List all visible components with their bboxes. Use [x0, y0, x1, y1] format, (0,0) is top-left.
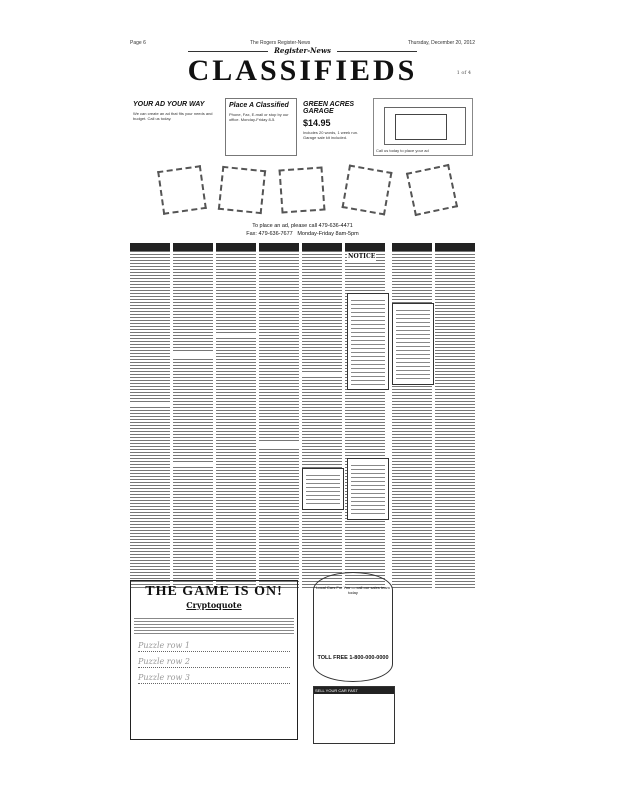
your-ad-text: We can create an ad that fits your needs and budget. Call us today. — [133, 111, 213, 121]
notice-heading: NOTICE — [348, 253, 376, 260]
contact-hours: Monday-Friday 8am-5pm — [297, 231, 359, 237]
puzzle-row: Puzzle row 3 — [138, 673, 290, 684]
newspaper-page — [130, 40, 475, 745]
dealer-heading: SELL YOUR CAR FAST — [314, 687, 394, 694]
ad-column — [216, 243, 256, 588]
ad-column — [392, 243, 432, 588]
place-heading: Place A Classified — [229, 102, 289, 109]
ad-column — [302, 243, 342, 588]
ad-column — [130, 243, 170, 588]
garage-sale-promo — [300, 98, 370, 156]
game-ad — [130, 580, 298, 740]
house-illustration — [384, 107, 466, 145]
page-number: Page 6 — [130, 40, 146, 46]
your-ad-promo — [130, 98, 222, 156]
category-icon — [279, 167, 326, 214]
display-ad-box — [302, 468, 344, 510]
game-intro-text — [134, 616, 294, 636]
garage-price: $14.95 — [303, 118, 331, 128]
place-text: Phone, Fax, E-mail or stop by our office. Monday-Friday 8-5. — [229, 112, 289, 122]
category-icon — [157, 165, 207, 215]
car-oval-ad — [313, 572, 393, 682]
ad-column — [173, 243, 213, 588]
issue-date: Thursday, December 20, 2012 — [407, 40, 475, 46]
paper-name: The Rogers Register-News — [250, 40, 311, 46]
garage-text: Includes 20 words, 1 week run. Garage sale kit included. — [303, 130, 359, 140]
contact-phone: To place an ad, please call 479-636-4471 — [252, 223, 353, 229]
classified-columns — [130, 243, 475, 588]
toll-free-number: TOLL FREE 1-800-000-0000 — [317, 655, 389, 661]
section-kicker: Register-News — [130, 46, 475, 55]
house-caption: Call us today to place your ad — [376, 148, 429, 153]
contact-info — [130, 222, 475, 238]
place-classified-promo — [225, 98, 297, 156]
display-ad-box — [347, 458, 389, 520]
section-page-tag: 1 of 4 — [456, 70, 471, 76]
oval-ad-text: Local Cars For You — call our sales team today — [316, 585, 390, 595]
puzzle-row: Puzzle row 1 — [138, 641, 290, 652]
game-heading: THE GAME IS ON! — [145, 584, 283, 599]
dealer-ad — [313, 686, 395, 744]
garage-heading: GREEN ACRES GARAGE — [303, 101, 355, 115]
house-ad — [373, 98, 473, 156]
ad-column — [435, 243, 475, 588]
category-icon — [406, 164, 458, 216]
display-ad-box — [392, 303, 434, 385]
page-title: CLASSIFIEDS — [187, 54, 418, 87]
category-icon — [342, 165, 393, 216]
display-ad-box — [347, 293, 389, 390]
your-ad-heading: YOUR AD YOUR WAY — [133, 101, 205, 108]
ad-column — [259, 243, 299, 588]
contact-fax: Fax: 479-636-7677 — [246, 231, 293, 237]
category-icon — [218, 166, 266, 214]
puzzle-row: Puzzle row 2 — [138, 657, 290, 668]
category-icons — [160, 168, 460, 216]
game-subheading: Cryptoquote — [186, 600, 242, 610]
